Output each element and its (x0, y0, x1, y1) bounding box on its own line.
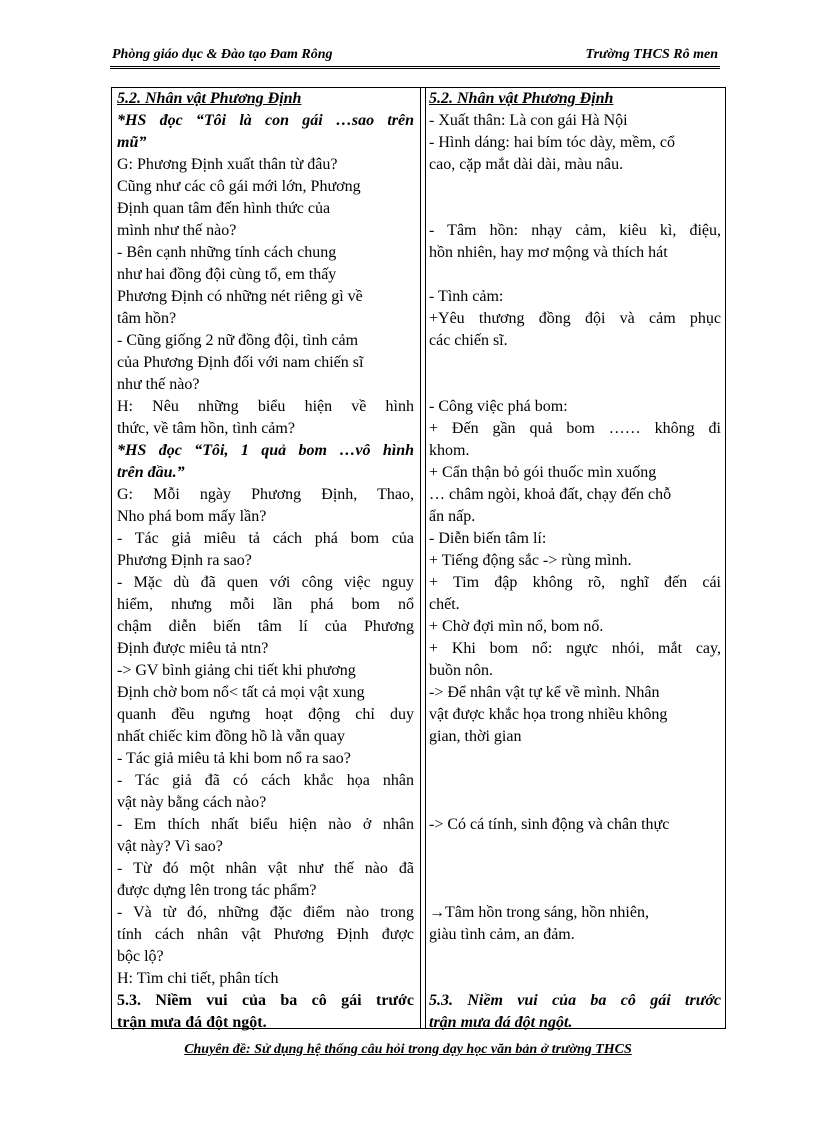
left-column-line: trên đầu.” (117, 464, 185, 481)
left-column-line: của Phương Định đối với nam chiến sĩ (117, 354, 364, 371)
right-column-line (429, 748, 721, 770)
right-column-line (429, 946, 721, 968)
right-column-line (429, 836, 721, 858)
left-column-line: H: Nêu những biểu hiện về hình (117, 398, 414, 415)
left-column-line: vật này? Vì sao? (117, 838, 223, 855)
right-column-line: -> Để nhân vật tự kể về mình. Nhân (429, 684, 660, 701)
right-column-line: buồn nôn. (429, 662, 493, 679)
left-column-line: chậm diễn biến tâm lí của Phương (117, 618, 414, 635)
right-column-line: - Diễn biến tâm lí: (429, 530, 547, 547)
left-column-line: - Bên cạnh những tính cách chung (117, 244, 337, 261)
header-rule (110, 66, 720, 67)
teacher-student-activities-column (112, 88, 421, 1031)
left-column-line: mình như thế nào? (117, 222, 237, 239)
right-column-line: + Tiếng động sắc -> rùng mình. (429, 552, 632, 569)
left-column-line: - Tác giả miêu tả khi bom nổ ra sao? (117, 750, 351, 767)
header-left: Phòng giáo dục & Đào tạo Đam Rông (112, 47, 333, 62)
left-column-line: H: Tìm chi tiết, phân tích (117, 970, 279, 987)
left-column-line: tâm hồn? (117, 310, 177, 327)
left-column-line: Định được miêu tả ntn? (117, 640, 269, 657)
left-column-line: Định quan tâm đến hình thức của (117, 200, 331, 217)
right-column-line (429, 880, 721, 902)
right-column-line: gian, thời gian (429, 728, 522, 745)
right-column-line (429, 198, 721, 220)
left-column-line: 5.2. Nhân vật Phương Định (117, 90, 302, 107)
right-column-line: - Hình dáng: hai bím tóc dày, mềm, cổ (429, 134, 676, 151)
right-column-line (429, 264, 721, 286)
right-column-line: + Khi bom nổ: ngực nhói, mắt cay, (429, 640, 721, 657)
left-column-line: bộc lộ? (117, 948, 164, 965)
header-rule-2 (110, 68, 720, 69)
left-column-line: như thế nào? (117, 376, 200, 393)
lesson-table (111, 87, 726, 1029)
right-column-line: ẩn nấp. (429, 508, 476, 525)
left-column-line: tính cách nhân vật Phương Định được (117, 926, 414, 943)
left-column-line: - Từ đó một nhân vật như thế nào đã (117, 860, 414, 877)
left-column-line: - Em thích nhất biểu hiện nào ở nhân (117, 816, 414, 833)
left-column-line: - Và từ đó, những đặc điểm nào trong (117, 904, 414, 921)
left-column-line: G: Mỗi ngày Phương Định, Thao, (117, 486, 414, 503)
right-column-line: →Tâm hồn trong sáng, hồn nhiên, (429, 904, 649, 921)
right-column-line: … châm ngòi, khoả đất, chạy đến chỗ (429, 486, 672, 503)
right-column-line: - Tình cảm: (429, 288, 504, 305)
page-header (112, 44, 718, 66)
right-column-line: +Yêu thương đồng đội và cảm phục (429, 310, 721, 327)
right-column-line (429, 176, 721, 198)
left-column-line: Nho phá bom mấy lần? (117, 508, 267, 525)
left-column-line: nhất chiếc kim đồng hồ là vẫn quay (117, 728, 345, 745)
lesson-content-column (425, 88, 725, 1031)
left-column-line: Phương Định ra sao? (117, 552, 252, 569)
left-column-line: trận mưa đá đột ngột. (117, 1014, 267, 1031)
header-right: Trường THCS Rô men (585, 47, 718, 62)
right-column-line (429, 858, 721, 880)
right-column-line: 5.2. Nhân vật Phương Định (429, 90, 614, 107)
right-column-line (429, 770, 721, 792)
left-column-line: *HS đọc “Tôi, 1 quả bom …vô hình (117, 442, 414, 459)
left-column-line: G: Phương Định xuất thân từ đâu? (117, 156, 338, 173)
right-column-line (429, 792, 721, 814)
left-column-line: - Mặc dù đã quen với công việc nguy (117, 574, 414, 591)
right-column-line: + Đến gần quả bom …… không đi (429, 420, 721, 437)
right-column-line: hồn nhiên, hay mơ mộng và thích hát (429, 244, 668, 261)
left-column-line: vật này bằng cách nào? (117, 794, 267, 811)
left-column-line: - Tác giả đã có cách khắc họa nhân (117, 772, 414, 789)
left-column-line: hiểm, nhưng mỗi lần phá bom nổ (117, 596, 414, 613)
left-column-line: quanh đều ngưng hoạt động chỉ duy (117, 706, 414, 723)
left-column-line: -> GV bình giảng chi tiết khi phương (117, 662, 356, 679)
left-column-line: *HS đọc “Tôi là con gái …sao trên (117, 112, 414, 129)
page-footer: Chuyên đề: Sử dụng hệ thống câu hỏi trong dạy học văn bản ở trường THCS (184, 1042, 632, 1057)
left-column-line: - Cũng giống 2 nữ đồng đội, tình cảm (117, 332, 359, 349)
right-column-line: + Chờ đợi mìn nổ, bom nổ. (429, 618, 604, 635)
left-column-line: - Tác giả miêu tả cách phá bom của (117, 530, 414, 547)
right-column-line: trận mưa đá đột ngột. (429, 1014, 573, 1031)
left-column-line: Định chờ bom nổ< tất cả mọi vật xung (117, 684, 365, 701)
left-column-line: như hai đồng đội cùng tổ, em thấy (117, 266, 337, 283)
left-column-line: Cũng như các cô gái mới lớn, Phương (117, 178, 361, 195)
left-column-line: mũ” (117, 134, 147, 151)
right-column-line: chết. (429, 596, 460, 613)
left-column-line: 5.3. Niềm vui của ba cô gái trước (117, 992, 414, 1009)
left-column-line: Phương Định có những nét riêng gì về (117, 288, 363, 305)
right-column-line: các chiến sĩ. (429, 332, 508, 349)
right-column-line: - Xuất thân: Là con gái Hà Nội (429, 112, 628, 129)
right-column-line: 5.3. Niềm vui của ba cô gái trước (429, 992, 721, 1009)
right-column-line: - Công việc phá bom: (429, 398, 568, 415)
left-column-line: được dựng lên trong tác phẩm? (117, 882, 317, 899)
right-column-line (429, 968, 721, 990)
right-column-line (429, 374, 721, 396)
right-column-line: giàu tình cảm, an đảm. (429, 926, 575, 943)
right-column-line: + Tim đập không rõ, nghĩ đến cái (429, 574, 721, 591)
right-column-line: -> Có cá tính, sinh động và chân thực (429, 816, 670, 833)
right-column-line: vật được khắc họa trong nhiều không (429, 706, 668, 723)
left-column-line: thức, về tâm hồn, tình cảm? (117, 420, 295, 437)
right-column-line: khom. (429, 442, 470, 459)
right-column-line: + Cẩn thận bỏ gói thuốc mìn xuống (429, 464, 657, 481)
right-column-line: - Tâm hồn: nhạy cảm, kiêu kì, điệu, (429, 222, 721, 239)
right-column-line: cao, cặp mắt dài dài, màu nâu. (429, 156, 624, 173)
right-column-line (429, 352, 721, 374)
